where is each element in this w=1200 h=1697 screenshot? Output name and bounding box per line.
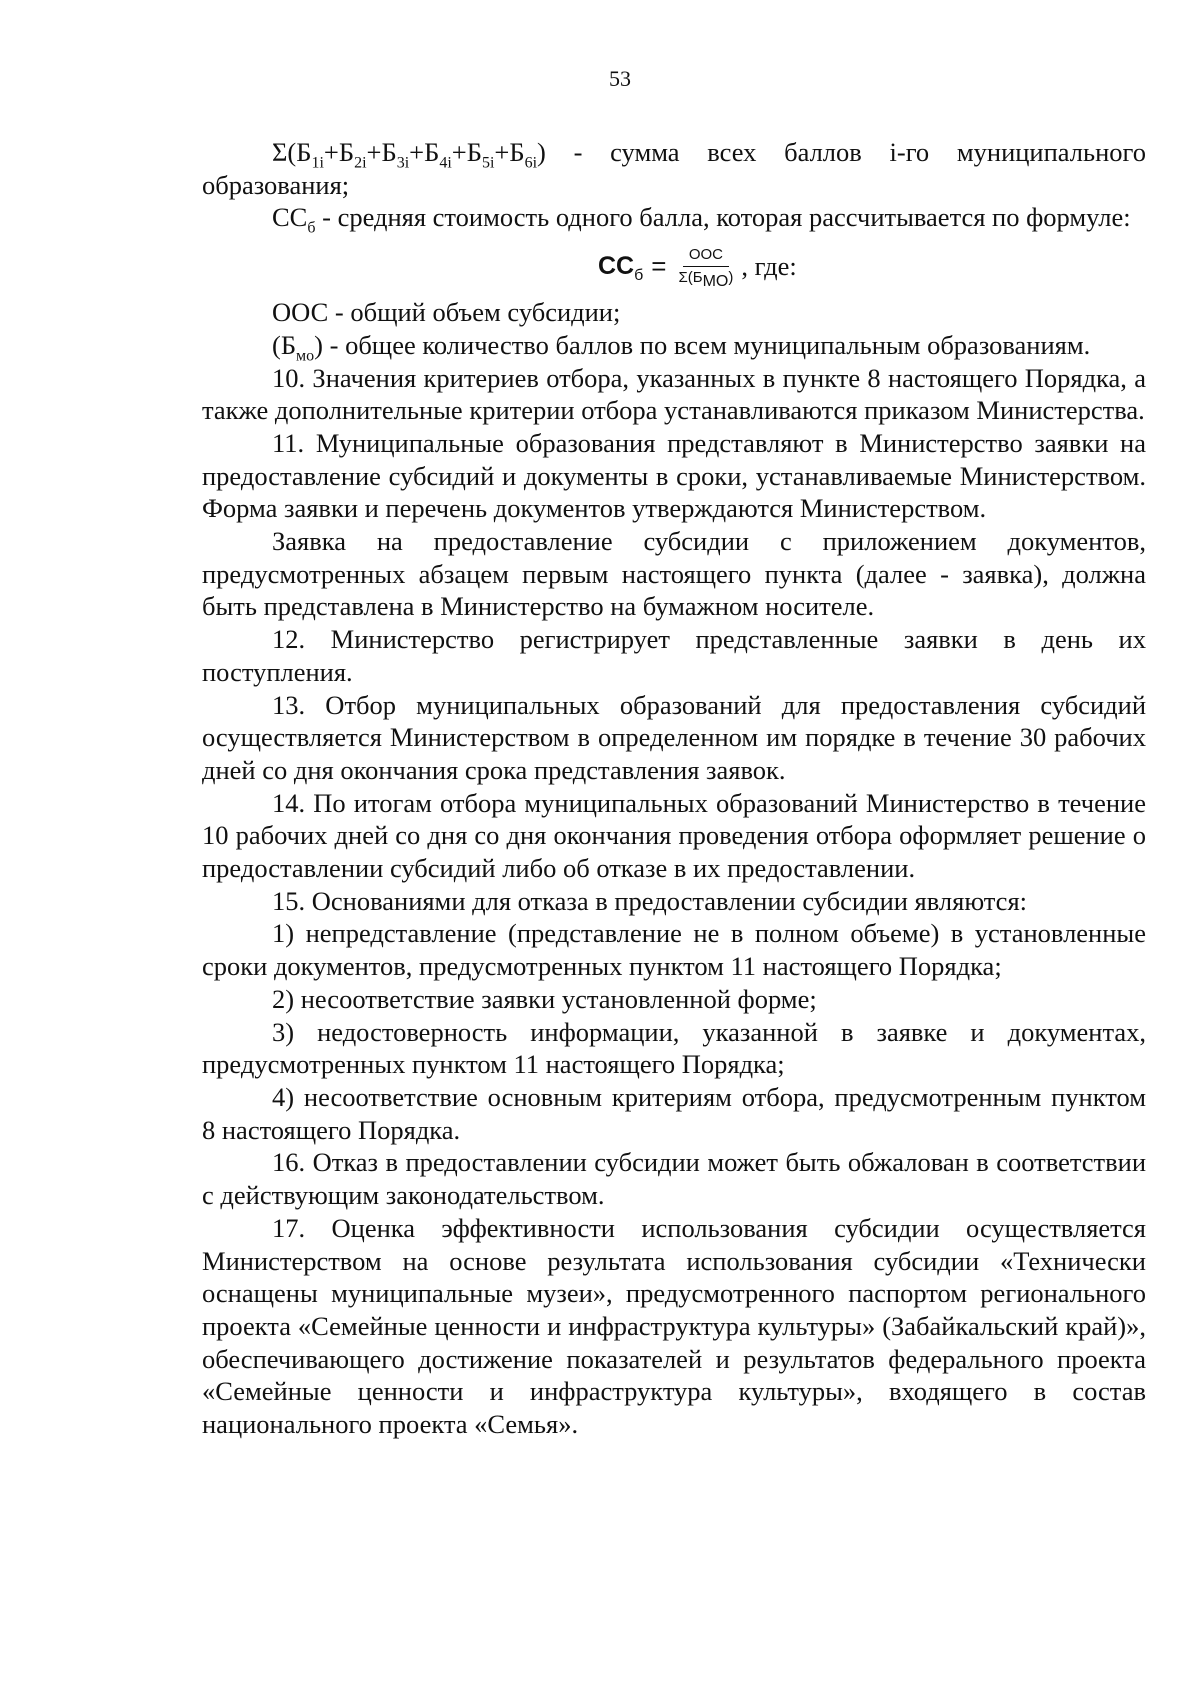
paragraph-item-10: 10. Значения критериев отбора, указанных в пункте 8 настоящего Порядка, а также дополнительные критерии отбора устанавливаются приказом Министерства. xyxy=(202,362,1146,426)
formula-denominator: $\Sigma(Б_{МО})$ xyxy=(678,268,734,290)
paragraph-item-15: 15. Основаниями для отказа в предоставлении субсидии являются: xyxy=(272,885,1027,916)
paragraph-oos-definition: ООС - общий объем субсидии; xyxy=(272,297,621,328)
paragraph-item-13: 13. Отбор муниципальных образований для предоставления субсидий осуществляется Министерством в определенном им порядке в течение 30 рабочих дней со дня окончания срока представления заявок. xyxy=(202,689,1146,785)
formula-fraction xyxy=(674,245,737,290)
paragraph-item-15-sub-1: 1) непредставление (представление не в полном объеме) в установленные сроки документов, предусмотренных пунктом 11 настоящего Порядка; xyxy=(202,918,1146,982)
paragraph-item-12: 12. Министерство регистрирует представленные заявки в день их поступления. xyxy=(202,624,1146,687)
paragraph-item-14: 14. По итогам отбора муниципальных образований Министерство в течение 10 рабочих дней со дня со дня окончания проведения отбора оформляет решение о предоставлении субсидий либо об отказе в их предоставлении. xyxy=(202,787,1146,884)
paragraph-sum-definition: $\Sigma(Б_{1i}+Б_{2i}+Б_{3i}+Б_{4i}+Б_{5i}+Б_{6i})$ - сумма всех баллов i-го муниципального образования; xyxy=(202,137,1146,200)
paragraph-item-11: 11. Муниципальные образования представляют в Министерство заявки на предоставление субсидий и документы в сроки, устанавливаемые Министерством. Форма заявки и перечень документов утверждаются Министерством. xyxy=(202,427,1146,524)
page-number: 53 xyxy=(609,66,631,91)
formula-equals-sign: = xyxy=(651,250,667,281)
paragraph-item-17: 17. Оценка эффективности использования субсидии осуществляется Министерством на основе результата использования субсидии «Технически оснащены муниципальные музеи», предусмотренного паспортом регионального проекта «Семейные ценности и инфраструктура культуры» (Забайкальский край)», обеспечивающего достижение показателей и результатов федерального проекта «Семейные ценности и инфраструктура культуры», входящего в состав национального проекта «Семья». xyxy=(202,1212,1146,1440)
paragraph-item-15-sub-3: 3) недостоверность информации, указанной в заявке и документах, предусмотренных пунктом 11 настоящего Порядка; xyxy=(202,1016,1146,1080)
paragraph-item-15-sub-4: 4) несоответствие основным критериям отбора, предусмотренным пунктом 8 настоящего Порядка. xyxy=(202,1081,1146,1145)
paragraph-item-16: 16. Отказ в предоставлении субсидии может быть обжалован в соответствии с действующим законодательством. xyxy=(202,1147,1146,1211)
document-body xyxy=(202,136,1146,1441)
paragraph-average-cost-definition: $СС_б$ - средняя стоимость одного балла, которая рассчитывается по формуле: xyxy=(272,202,1131,237)
average-cost-formula xyxy=(202,240,1146,292)
paragraph-bmo-definition: $(Б_{мо})$ - общее количество баллов по всем муниципальным образованиям. xyxy=(272,329,1091,365)
formula-numerator: ООС xyxy=(683,246,729,267)
formula-tail: , где: xyxy=(741,250,797,281)
paragraph-item-15-sub-2: 2) несоответствие заявки установленной форме; xyxy=(272,983,817,1014)
formula-lhs: $СС_б$ xyxy=(598,251,644,284)
paragraph-item-11-application: Заявка на предоставление субсидии с приложением документов, предусмотренных абзацем первым настоящего пункта (далее - заявка), должна быть представлена в Министерство на бумажном носителе. xyxy=(202,526,1146,622)
